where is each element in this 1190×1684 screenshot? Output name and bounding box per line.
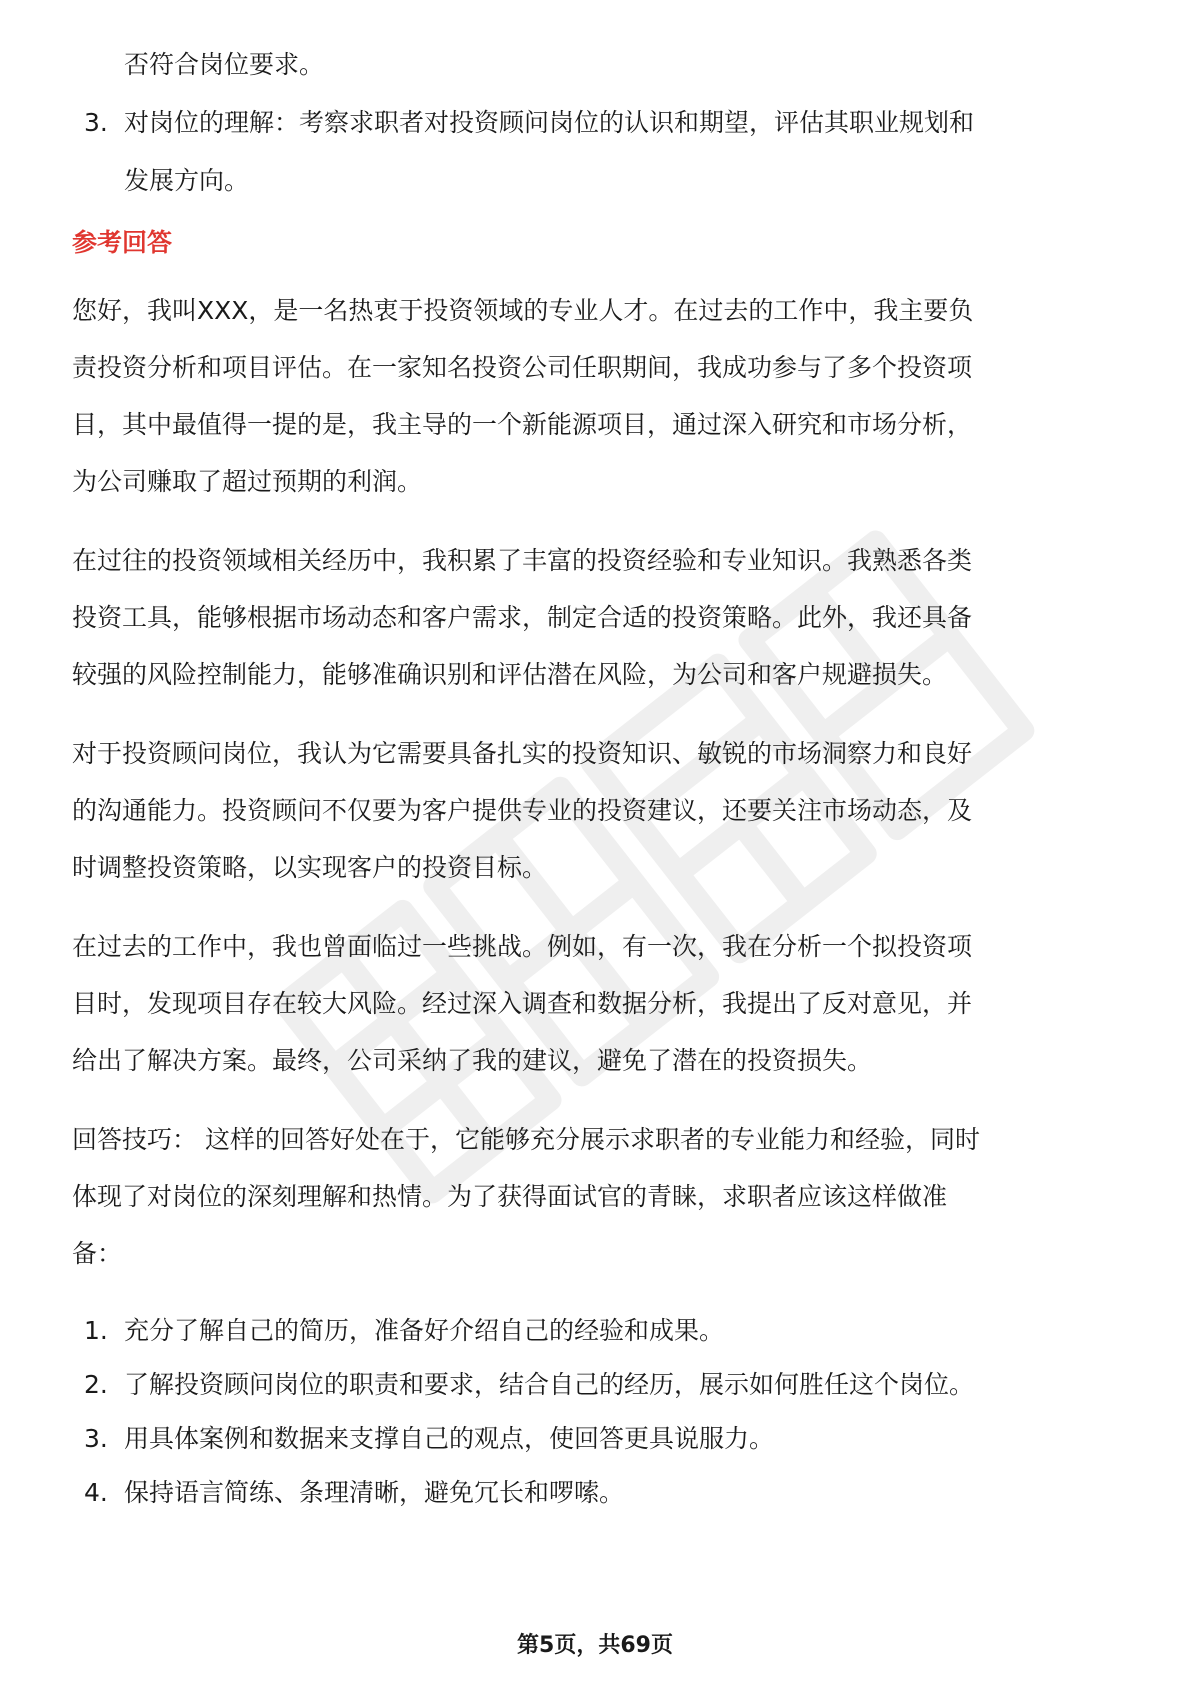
continuation-text: 否符合岗位要求。: [124, 50, 325, 79]
paragraph-line: 对于投资顾问岗位，我认为它需要具备扎实的投资知识、敏锐的市场洞察力和良好: [72, 739, 973, 768]
paragraph-line: 备：: [72, 1239, 123, 1268]
paragraph-line: 的沟通能力。投资顾问不仅要为客户提供专业的投资建议，还要关注市场动态，及: [72, 796, 973, 825]
tips-list: [72, 1304, 1122, 1520]
document-body: [72, 36, 1122, 1520]
paragraph: [72, 725, 1122, 896]
list-item: [72, 94, 1122, 210]
list-number: 4.: [84, 1478, 108, 1507]
list-item: [72, 1466, 1122, 1520]
paragraph: [72, 918, 1122, 1089]
paragraph-line: 较强的风险控制能力，能够准确识别和评估潜在风险，为公司和客户规避损失。: [72, 660, 948, 689]
paragraph-tips: [72, 1111, 1122, 1282]
paragraph-line: 在过往的投资领域相关经历中，我积累了丰富的投资经验和专业知识。我熟悉各类: [72, 546, 973, 575]
list-number: 2.: [84, 1370, 108, 1399]
paragraph-line: 给出了解决方案。最终，公司采纳了我的建议，避免了潜在的投资损失。: [72, 1046, 873, 1075]
list-number: 3.: [84, 1424, 108, 1453]
list-item-text: 充分了解自己的简历，准备好介绍自己的经验和成果。: [124, 1316, 725, 1345]
list-item: [72, 1412, 1122, 1466]
paragraph: [72, 282, 1122, 510]
section-heading: 参考回答: [72, 228, 173, 257]
list-number: 1.: [84, 1316, 108, 1345]
paragraph-line: 回答技巧： 这样的回答好处在于，它能够充分展示求职者的专业能力和经验，同时: [72, 1125, 980, 1154]
paragraph-line: 您好，我叫XXX，是一名热衷于投资领域的专业人才。在过去的工作中，我主要负: [72, 296, 974, 325]
paragraph-line: 为公司赚取了超过预期的利润。: [72, 467, 423, 496]
paragraph-line: 投资工具，能够根据市场动态和客户需求，制定合适的投资策略。此外，我还具备: [72, 603, 973, 632]
list-item-text: 保持语言简练、条理清晰，避免冗长和啰嗦。: [124, 1478, 625, 1507]
paragraph-line: 目时，发现项目存在较大风险。经过深入调查和数据分析，我提出了反对意见，并: [72, 989, 973, 1018]
paragraph-line: 在过去的工作中，我也曾面临过一些挑战。例如，有一次，我在分析一个拟投资项: [72, 932, 973, 961]
list-item: [72, 1304, 1122, 1358]
paragraph-line: 体现了对岗位的深刻理解和热情。为了获得面试官的青睐，求职者应该这样做准: [72, 1182, 948, 1211]
paragraph-line: 责投资分析和项目评估。在一家知名投资公司任职期间，我成功参与了多个投资项: [72, 353, 973, 382]
paragraph-line: 目，其中最值得一提的是，我主导的一个新能源项目，通过深入研究和市场分析，: [72, 410, 973, 439]
list-item-text: 用具体案例和数据来支撑自己的观点，使回答更具说服力。: [124, 1424, 775, 1453]
list-item-line: 发展方向。: [124, 166, 250, 195]
page-number-footer: 第5页，共69页: [517, 1633, 673, 1658]
list-item: [72, 1358, 1122, 1412]
list-item-text: 了解投资顾问岗位的职责和要求，结合自己的经历，展示如何胜任这个岗位。: [124, 1370, 975, 1399]
list-number: 3.: [84, 108, 108, 137]
paragraph-line: 时调整投资策略，以实现客户的投资目标。: [72, 853, 548, 882]
paragraph: [72, 532, 1122, 703]
list-item-line: 对岗位的理解：考察求职者对投资顾问岗位的认识和期望，评估其职业规划和: [124, 108, 975, 137]
